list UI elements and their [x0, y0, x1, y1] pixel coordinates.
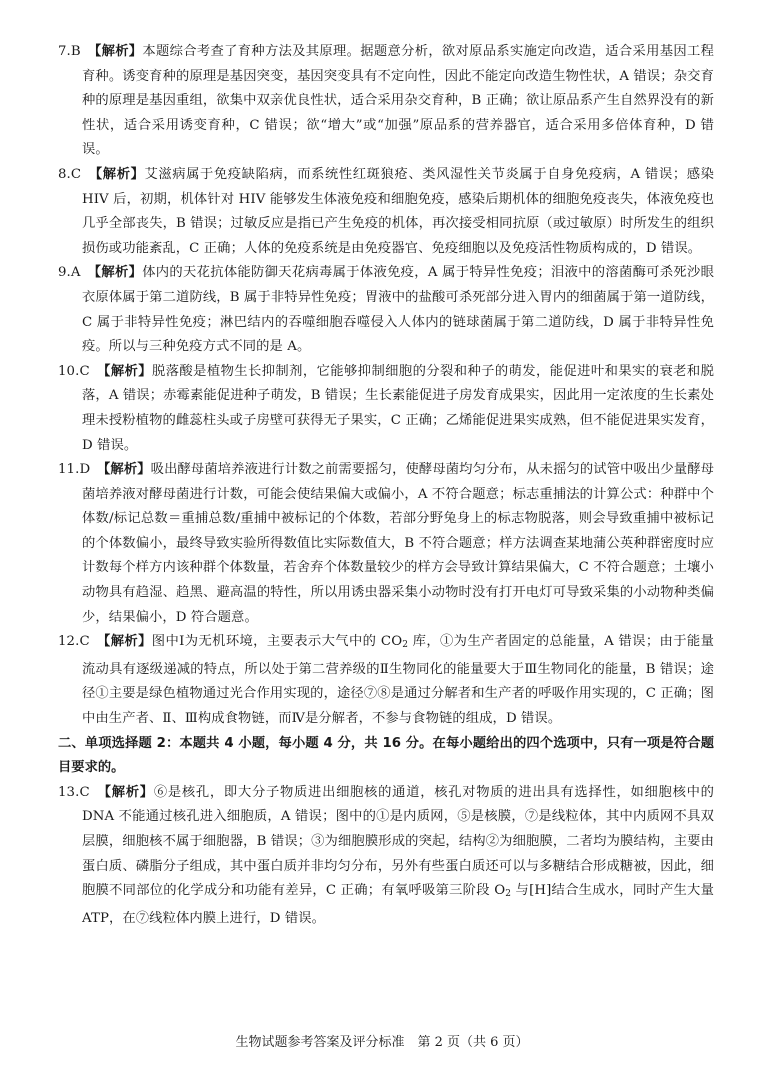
subscript: 2: [505, 889, 512, 900]
item-answer: B: [70, 44, 81, 59]
item-text: 脱落酸是植物生长抑制剂，它能够抑制细胞的分裂和种子的萌发，能促进叶和果实的衰老和脱落，A 错误；赤霉素能促进种子萌发，B 错误；生长素能促进子房发育成果实，因此用一定浓度的生长素处理未授粉植物的雌蕊柱头或子房壁可获得无子果实，C 正确；乙烯能促进果实成熟，但不能促进果实发育，D 错误。: [82, 363, 715, 453]
answer-content: [58, 40, 714, 931]
analysis-tag: 【解析】: [103, 363, 152, 379]
item-text: 本题综合考查了育种方法及其原理。据题意分析，欲对原品系实施定向改造，适合采用基因工程育种。诱变育种的原理是基因突变，基因突变具有不定向性，因此不能定向改造生物性状，A 错误；杂交育种的原理是基因重组，欲集中双亲优良性状，适合采用杂交育种，B 正确；欲让原品系产生自然界没有的新性状，适合采用诱变育种，C 错误；欲“增大”或“加强”原品系的营养器官，适合采用多倍体育种，D 错误。: [82, 44, 715, 158]
item-text-cont: 库，①为生产者固定的总能量，A 错误；由于能量流动具有逐级递减的特点，所以处于第二营养级的Ⅱ生物同化的能量要大于Ⅲ生物同化的能量，B 错误；途径①主要是绿色植物通过光合作用实现的，途径⑦⑧是通过分解者和生产者的呼吸作用实现的，C 正确；图中由生产者、Ⅱ、Ⅲ构成食物链，而Ⅳ是分解者，不参与食物链的组成，D 错误。: [82, 634, 714, 727]
analysis-tag: 【解析】: [104, 784, 154, 800]
item-text-cont: 与[H]结合生成水，同时产生大量 ATP，在⑦线粒体内膜上进行，D 错误。: [82, 883, 715, 926]
item-number: 7.: [58, 44, 71, 59]
item-answer: C: [70, 166, 82, 182]
subscript: 2: [402, 640, 409, 651]
answer-item-13: [58, 781, 714, 932]
section-heading-text: 二、单项选择题 2：本题共 4 小题，每小题 4 分，共 16 分。在每小题给出的四个选项中，只有一项是符合题目要求的。: [58, 735, 714, 776]
item-text: 吸出酵母菌培养液进行计数之前需要摇匀，使酵母菌均匀分布，从未摇匀的试管中吸出少量酵母菌培养液对酵母菌进行计数，可能会使结果偏大或偏小，A 不符合题意；标志重捕法的计算公式：种群中个体数/标记总数＝重捕总数/重捕中被标记的个体数，若部分野兔身上的标志物脱落，则会导致重捕中被标记的个体数偏小，最终导致实验所得数值比实际数值大，B 不符合题意；样方法调查某地蒲公英种群密度时应计数每个样方内该种群个体数量，若舍弃个体数量较少的样方会导致计算结果偏大，C 不符合题意；土壤小动物具有趋湿、趋黑、避高温的特性，所以用诱虫器采集小动物时没有打开电灯可导致采集的小动物种类偏少，结果偏小，D 符合题意。: [82, 462, 715, 625]
analysis-tag: 【解析】: [103, 634, 152, 650]
answer-item-9: [58, 261, 714, 359]
answer-item-7: [58, 40, 714, 163]
item-number: 11.: [58, 462, 80, 478]
analysis-tag: 【解析】: [95, 166, 145, 182]
item-answer: C: [79, 784, 90, 800]
item-answer: C: [79, 363, 90, 379]
analysis-tag: 【解析】: [94, 44, 143, 59]
item-number: 10.: [58, 363, 80, 379]
item-answer: C: [79, 634, 90, 650]
item-number: 9.: [58, 265, 71, 281]
analysis-tag: 【解析】: [103, 462, 151, 478]
item-text: 图中Ⅰ为无机环境，主要表示大气中的 CO: [151, 634, 403, 650]
answer-item-8: [58, 163, 714, 261]
answer-item-11: [58, 458, 714, 630]
answer-item-10: [58, 360, 714, 458]
item-number: 13.: [58, 784, 80, 800]
item-number: 12.: [58, 634, 80, 650]
item-number: 8.: [58, 166, 71, 182]
item-answer: D: [79, 462, 91, 478]
page-footer: 生物试题参考答案及评分标准 第 2 页（共 6 页）: [235, 1035, 529, 1050]
item-answer: A: [70, 265, 81, 281]
section-heading: [58, 732, 714, 781]
item-text: 艾滋病属于免疫缺陷病，而系统性红斑狼疮、类风湿性关节炎属于自身免疫病，A 错误；感染 HIV 后，初期，机体针对 HIV 能够发生体液免疫和细胞免疫，感染后期机体的细胞免疫丧失，体液免疫也几乎全部丧失，B 错误；过敏反应是指已产生免疫的机体，再次接受相同抗原（或过敏原）时所发生的组织损伤或功能紊乱，C 正确；人体的免疫系统是由免疫器官、免疫细胞以及免疫活性物质构成的，D 错误。: [82, 166, 715, 256]
item-text: ⑥是核孔，即大分子物质进出细胞核的通道，核孔对物质的进出具有选择性，如细胞核中的 DNA 不能通过核孔进入细胞质，A 错误；图中的①是内质网，⑤是核膜，⑦是线粒体，其中内质网不具双层膜，细胞核不属于细胞器，B 错误；③为细胞膜形成的突起，结构②为细胞膜，二者均为膜结构，主要由蛋白质、磷脂分子组成，其中蛋白质并非均匀分布，另外有些蛋白质还可以与多糖结合形成糖被，因此，细胞膜不同部位的化学成分和功能有差异，C 正确；有氧呼吸第三阶段 O: [82, 784, 715, 899]
answer-item-12: [58, 630, 714, 731]
analysis-tag: 【解析】: [94, 265, 143, 281]
item-text: 体内的天花抗体能防御天花病毒属于体液免疫，A 属于特异性免疫；泪液中的溶菌酶可杀死沙眼衣原体属于第二道防线，B 属于非特异性免疫；胃液中的盐酸可杀死部分进入胃内的细菌属于第一道防线，C 属于非特异性免疫；淋巴结内的吞噬细胞吞噬侵入人体内的链球菌属于第二道防线，D 属于非特异性免疫。所以与三种免疫方式不同的是 A。: [82, 265, 714, 355]
